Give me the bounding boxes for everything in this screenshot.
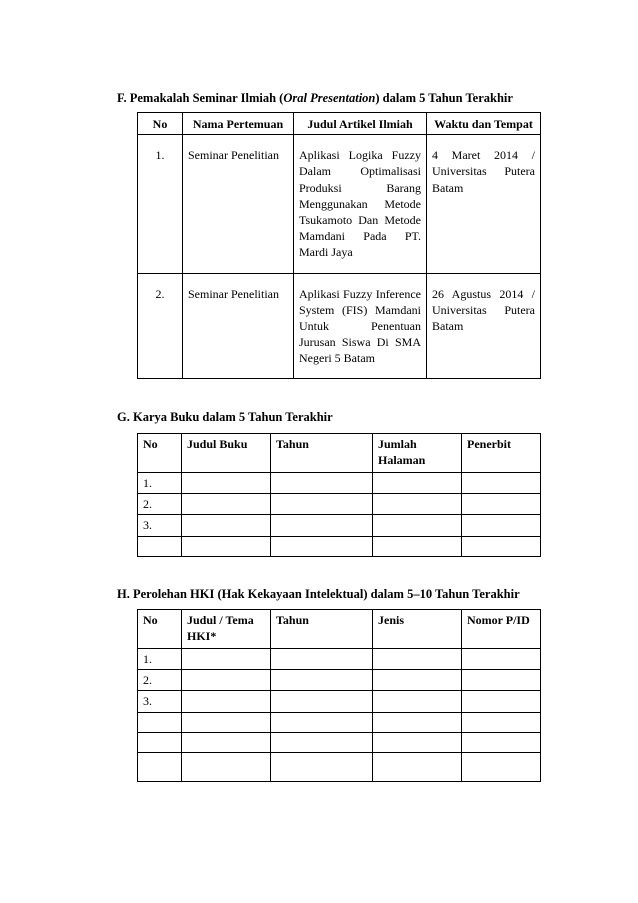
header-waktu-tempat: Waktu dan Tempat	[427, 113, 541, 135]
cell-no: 2.	[138, 273, 183, 379]
cell-no: 2.	[138, 670, 182, 691]
table-row	[138, 494, 541, 515]
cell-judul	[182, 712, 271, 732]
table-row	[138, 473, 541, 494]
cell-tahun	[271, 473, 373, 494]
cell-tahun	[271, 712, 373, 732]
section-g-heading: G. Karya Buku dalam 5 Tahun Terakhir	[117, 410, 333, 424]
cell-tahun	[271, 752, 373, 781]
table-row	[138, 732, 541, 752]
header-jumlah-halaman: Jumlah Halaman	[373, 434, 462, 473]
cell-penerbit	[462, 473, 541, 494]
table-row	[138, 273, 541, 379]
cell-penerbit	[462, 536, 541, 556]
seminar-table	[137, 112, 541, 379]
cell-tahun	[271, 670, 373, 691]
cell-nama: Seminar Penelitian	[183, 273, 294, 379]
section-f-heading	[117, 91, 513, 106]
cell-tahun	[271, 649, 373, 670]
header-no: No	[138, 113, 183, 135]
header-judul-tema: Judul / Tema HKI*	[182, 610, 271, 649]
table-row	[138, 536, 541, 556]
hki-table	[137, 609, 541, 782]
cell-nomor	[462, 691, 541, 712]
cell-no: 3.	[138, 515, 182, 536]
cell-jenis	[373, 670, 462, 691]
table-row	[138, 691, 541, 712]
cell-jenis	[373, 732, 462, 752]
cell-judul	[182, 494, 271, 515]
book-table	[137, 433, 541, 557]
cell-judul	[182, 649, 271, 670]
table-row	[138, 135, 541, 273]
cell-judul	[182, 732, 271, 752]
header-tahun: Tahun	[271, 610, 373, 649]
cell-judul: Aplikasi Fuzzy Inference System (FIS) Mamdani Untuk Penentuan Jurusan Siswa Di SMA Negeri 5 Batam	[294, 273, 427, 379]
cell-no	[138, 712, 182, 732]
cell-judul	[182, 536, 271, 556]
cell-judul: Aplikasi Logika Fuzzy Dalam Optimalisasi Produksi Barang Menggunakan Metode Tsukamoto Dan Metode Mamdani Pada PT. Mardi Jaya	[294, 135, 427, 273]
cell-no	[138, 752, 182, 781]
section-f-title-italic: Oral Presentation	[283, 91, 376, 105]
table-row	[138, 712, 541, 732]
cell-jumlah	[373, 473, 462, 494]
section-f-title-post: ) dalam 5 Tahun Terakhir	[375, 91, 513, 105]
cell-no: 2.	[138, 494, 182, 515]
cell-nomor	[462, 712, 541, 732]
cell-tahun	[271, 732, 373, 752]
cell-no: 1.	[138, 473, 182, 494]
header-jenis: Jenis	[373, 610, 462, 649]
cell-waktu: 26 Agustus 2014 / Universitas Putera Batam	[427, 273, 541, 379]
table-row	[138, 515, 541, 536]
section-f-title-pre: F. Pemakalah Seminar Ilmiah (	[117, 91, 284, 105]
cell-tahun	[271, 691, 373, 712]
cell-nomor	[462, 752, 541, 781]
header-no: No	[138, 434, 182, 473]
cell-nomor	[462, 670, 541, 691]
cell-jumlah	[373, 515, 462, 536]
table-header-row	[138, 113, 541, 135]
cell-nomor	[462, 649, 541, 670]
cell-judul	[182, 691, 271, 712]
cell-no	[138, 732, 182, 752]
cell-tahun	[271, 536, 373, 556]
table-row	[138, 752, 541, 781]
header-no: No	[138, 610, 182, 649]
table-header-row	[138, 434, 541, 473]
cell-nomor	[462, 732, 541, 752]
header-judul-buku: Judul Buku	[182, 434, 271, 473]
cell-no: 3.	[138, 691, 182, 712]
cell-no: 1.	[138, 649, 182, 670]
table-row	[138, 649, 541, 670]
cell-tahun	[271, 494, 373, 515]
cell-jenis	[373, 752, 462, 781]
cell-judul	[182, 752, 271, 781]
header-nomor-pid: Nomor P/ID	[462, 610, 541, 649]
cell-jenis	[373, 649, 462, 670]
table-row	[138, 670, 541, 691]
table-header-row	[138, 610, 541, 649]
cell-nama: Seminar Penelitian	[183, 135, 294, 273]
cell-no	[138, 536, 182, 556]
cell-judul	[182, 473, 271, 494]
cell-jenis	[373, 712, 462, 732]
cell-penerbit	[462, 494, 541, 515]
cell-jumlah	[373, 536, 462, 556]
cell-judul	[182, 515, 271, 536]
header-penerbit: Penerbit	[462, 434, 541, 473]
cell-penerbit	[462, 515, 541, 536]
cell-tahun	[271, 515, 373, 536]
header-nama-pertemuan: Nama Pertemuan	[183, 113, 294, 135]
cell-jumlah	[373, 494, 462, 515]
cell-waktu: 4 Maret 2014 / Universitas Putera Batam	[427, 135, 541, 273]
header-judul-artikel: Judul Artikel Ilmiah	[294, 113, 427, 135]
header-tahun: Tahun	[271, 434, 373, 473]
cell-jenis	[373, 691, 462, 712]
cell-no: 1.	[138, 135, 183, 273]
cell-judul	[182, 670, 271, 691]
section-h-heading: H. Perolehan HKI (Hak Kekayaan Intelektual) dalam 5–10 Tahun Terakhir	[117, 587, 520, 601]
